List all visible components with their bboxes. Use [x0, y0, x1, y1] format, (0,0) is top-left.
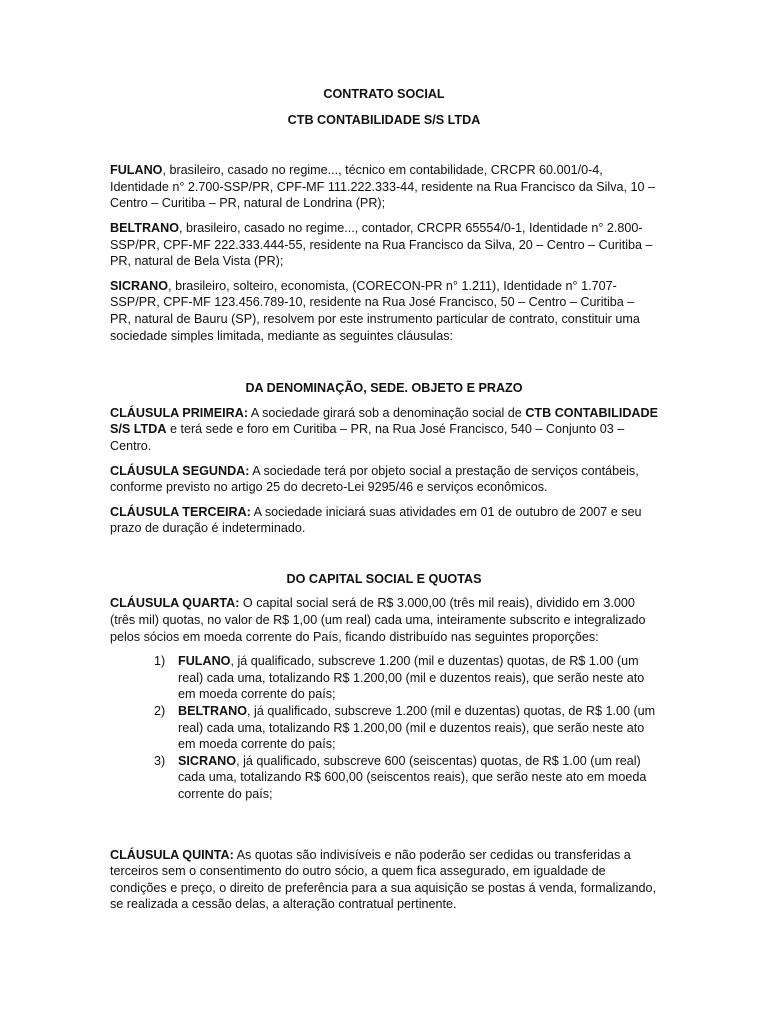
clause-quinta: [110, 847, 658, 913]
list-item: [110, 653, 658, 703]
partner-name: SICRANO: [178, 753, 237, 768]
partner-paragraph-fulano: [110, 162, 658, 212]
company-name-inline: CTB CONTABILIDADE S/S LTDA: [110, 405, 659, 437]
partner-name: BELTRANO: [110, 220, 180, 235]
partner-name: SICRANO: [110, 278, 169, 293]
quota-text: , já qualificado, subscreve 600 (seiscentas) quotas, de R$ 1.00 (um real) cada uma, totalizando R$ 600,00 (seiscentos reais), que serão neste ato em moeda corrente do país;: [178, 753, 647, 801]
clause-text: As quotas são indivisíveis e não poderão ser cedidas ou transferidas a terceiros sem o consentimento do outro sócio, a quem fica assegurado, em igualdade de condições e preço, o direito de preferência para a sua aquisição se postas á venda, formalizando, se realizada a cessão delas, a alteração contratual pertinente.: [110, 847, 657, 912]
clause-label: CLÁUSULA TERCEIRA:: [110, 504, 251, 519]
list-number: 3): [154, 753, 166, 768]
clause-text: A sociedade girará sob a denominação social de: [248, 405, 526, 420]
document-page: [110, 86, 658, 921]
clause-text: O capital social será de R$ 3.000,00 (três mil reais), dividido em 3.000 (três mil) quotas, no valor de R$ 1,00 (um real) cada uma, inteiramente subscrito e integralizado pelos sócios em moeda corrente do País, ficando distribuído nas seguintes proporções:: [110, 596, 646, 644]
quota-text: , já qualificado, subscreve 1.200 (mil e duzentas) quotas, de R$ 1.00 (um real) cada uma, totalizando R$ 1.200,00 (mil e duzentos reais), que serão neste ato em moeda corrente do país;: [178, 704, 656, 752]
clause-label: CLÁUSULA QUARTA:: [110, 596, 240, 611]
spacer: [110, 803, 658, 847]
partner-name: FULANO: [110, 163, 163, 178]
clause-text: A sociedade terá por objeto social a prestação de serviços contábeis, conforme previsto no artigo 25 do decreto-Lei 9295/46 e serviços econômicos.: [110, 463, 639, 495]
document-title: CONTRATO SOCIAL: [323, 87, 445, 101]
partner-name: FULANO: [178, 654, 231, 669]
list-number: 1): [154, 654, 166, 669]
clause-segunda: [110, 463, 658, 496]
quota-text: , já qualificado, subscreve 1.200 (mil e duzentas) quotas, de R$ 1.00 (um real) cada uma, totalizando R$ 1.200,00 (mil e duzentos reais), que serão neste ato em moeda corrente do país;: [178, 654, 645, 702]
clause-label: CLÁUSULA PRIMEIRA:: [110, 405, 249, 420]
clause-text: A sociedade iniciará suas atividades em 01 de outubro de 2007 e seu prazo de duração é indeterminado.: [110, 504, 642, 536]
quota-distribution-list: [110, 653, 658, 802]
clause-label: CLÁUSULA SEGUNDA:: [110, 463, 250, 478]
list-number: 2): [154, 704, 166, 719]
section-title-denominacao: DA DENOMINAÇÃO, SEDE. OBJETO E PRAZO: [245, 381, 523, 396]
partner-details: , brasileiro, casado no regime..., técnico em contabilidade, CRCPR 60.001/0-4, Identidade n° 2.700-SSP/PR, CPF-MF 111.222.333-44, residente na Rua Francisco da Silva, 10 – Centro – Curitiba – PR, natural de Londrina (PR);: [110, 163, 656, 211]
company-name-heading: CTB CONTABILIDADE S/S LTDA: [287, 112, 481, 127]
clause-terceira: [110, 504, 658, 537]
clause-quarta: [110, 595, 658, 645]
clause-primeira: [110, 405, 658, 455]
partner-paragraph-beltrano: [110, 220, 658, 270]
clause-text: e terá sede e foro em Curitiba – PR, na Rua José Francisco, 540 – Conjunto 03 – Centro.: [110, 422, 625, 453]
clause-label: CLÁUSULA QUINTA:: [110, 847, 234, 862]
list-item: [110, 703, 658, 753]
section-title-capital: DO CAPITAL SOCIAL E QUOTAS: [286, 571, 482, 586]
partner-paragraph-sicrano: [110, 278, 658, 344]
partner-details: , brasileiro, solteiro, economista, (CORECON-PR n° 1.211), Identidade n° 1.707-SSP/PR, CPF-MF 123.456.789-10, residente na Rua José Francisco, 50 – Centro – Curitiba – PR, natural de Bauru (SP), resolvem por este instrumento particular de contrato, constituir uma sociedade simples limitada, mediante as seguintes cláusulas:: [110, 278, 640, 343]
partner-name: BELTRANO: [178, 704, 248, 719]
partner-details: , brasileiro, casado no regime..., contador, CRCPR 65554/0-1, Identidade n° 2.800-SSP/PR, CPF-MF 222.333.444-55, residente na Rua Francisco da Silva, 20 – Centro – Curitiba – PR, natural de Bela Vista (PR);: [110, 220, 653, 269]
list-item: [110, 753, 658, 803]
